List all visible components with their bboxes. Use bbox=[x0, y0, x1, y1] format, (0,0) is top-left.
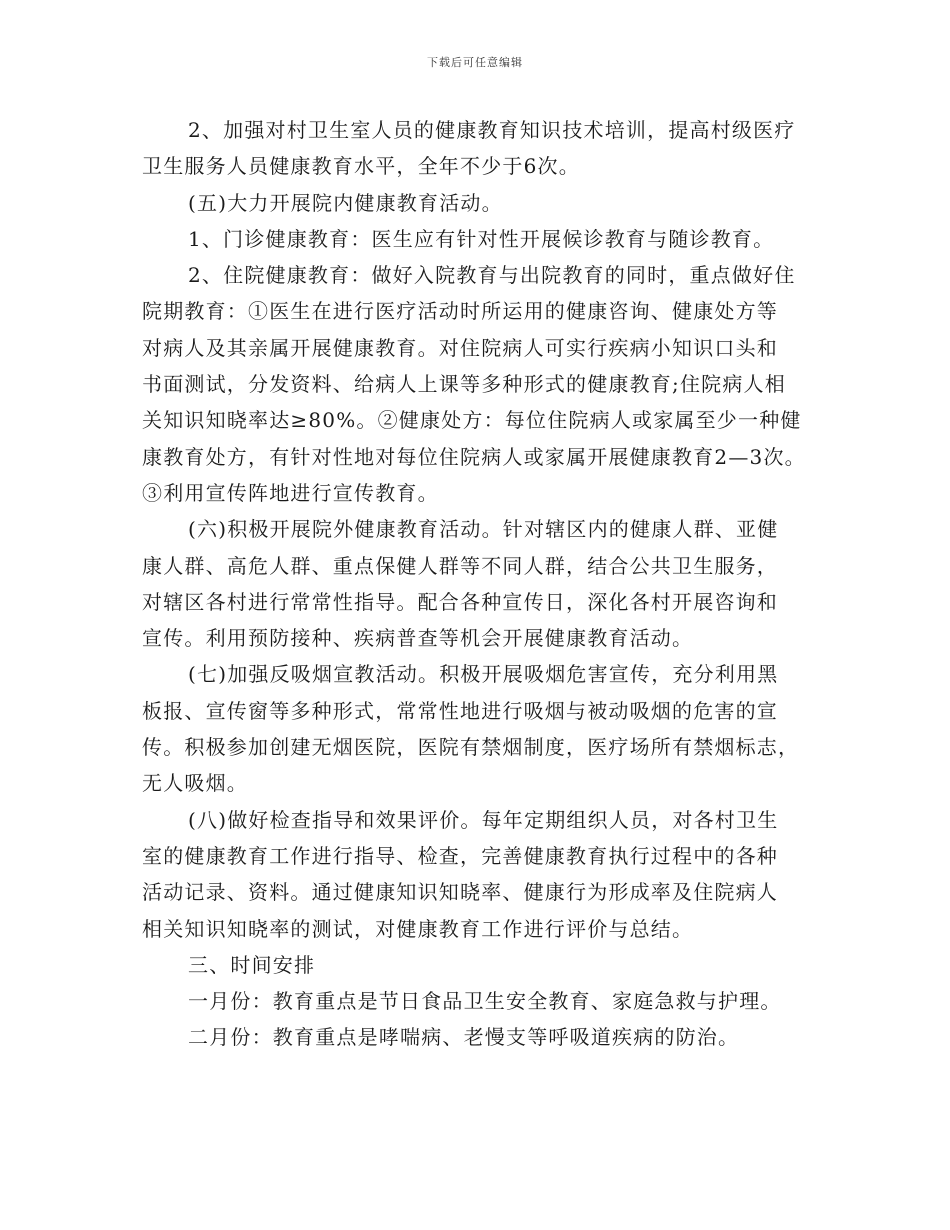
page-header: 下载后可任意编辑 bbox=[427, 56, 523, 69]
text-line: 卫生服务人员健康教育水平，全年不少于6次。 bbox=[142, 154, 580, 179]
text-line: 宣传。利用预防接种、疾病普查等机会开展健康教育活动。 bbox=[142, 626, 694, 651]
text-line: 无人吸烟。 bbox=[142, 771, 248, 796]
text-line: (五)大力开展院内健康教育活动。 bbox=[188, 190, 503, 215]
text-line: 室的健康教育工作进行指导、检查，完善健康教育执行过程中的各种 bbox=[142, 843, 778, 868]
text-line: 2、加强对村卫生室人员的健康教育知识技术培训，提高村级医疗 bbox=[188, 118, 796, 142]
text-line: (八)做好检查指导和效果评价。每年定期组织人员，对各村卫生 bbox=[188, 807, 779, 832]
text-line: 一月份：教育重点是节日食品卫生安全教育、家庭急救与护理。 bbox=[188, 989, 782, 1014]
text-line: 三、时间安排 bbox=[188, 952, 316, 977]
text-line: ③利用宣传阵地进行宣传教育。 bbox=[142, 480, 439, 505]
text-line: 板报、宣传窗等多种形式，常常性地进行吸烟与被动吸烟的危害的宣 bbox=[142, 698, 778, 723]
text-line: 对病人及其亲属开展健康教育。对住院病人可实行疾病小知识口头和 bbox=[142, 335, 778, 360]
text-line: 院期教育：①医生在进行医疗活动时所运用的健康咨询、健康处方等 bbox=[142, 299, 778, 324]
text-line: 对辖区各村进行常常性指导。配合各种宣传日，深化各村开展咨询和 bbox=[142, 589, 778, 614]
text-line: 书面测试，分发资料、给病人上课等多种形式的健康教育;住院病人相 bbox=[142, 372, 786, 397]
text-line: 2、住院健康教育：做好入院教育与出院教育的同时，重点做好住 bbox=[188, 263, 796, 288]
text-line: (六)积极开展院外健康教育活动。针对辖区内的健康人群、亚健 bbox=[188, 517, 779, 542]
text-line: 1、门诊健康教育：医生应有针对性开展候诊教育与随诊教育。 bbox=[188, 226, 775, 251]
text-line: 康教育处方，有针对性地对每位住院病人或家属开展健康教育2—3次。 bbox=[142, 444, 806, 469]
text-line: 相关知识知晓率的测试，对健康教育工作进行评价与总结。 bbox=[142, 916, 694, 941]
text-line: (七)加强反吸烟宣教活动。积极开展吸烟危害宣传，充分利用黑 bbox=[188, 662, 779, 687]
document-body bbox=[142, 112, 820, 1056]
text-line: 传。积极参加创建无烟医院，医院有禁烟制度，医疗场所有禁烟标志， bbox=[142, 735, 800, 760]
text-line: 活动记录、资料。通过健康知识知晓率、健康行为形成率及住院病人 bbox=[142, 880, 778, 905]
text-line: 二月份：教育重点是哮喘病、老慢支等呼吸道疾病的防治。 bbox=[188, 1025, 740, 1050]
text-line: 关知识知晓率达≥80%。②健康处方：每位住院病人或家属至少一种健 bbox=[142, 408, 802, 433]
text-line: 康人群、高危人群、重点保健人群等不同人群，结合公共卫生服务， bbox=[142, 553, 778, 578]
